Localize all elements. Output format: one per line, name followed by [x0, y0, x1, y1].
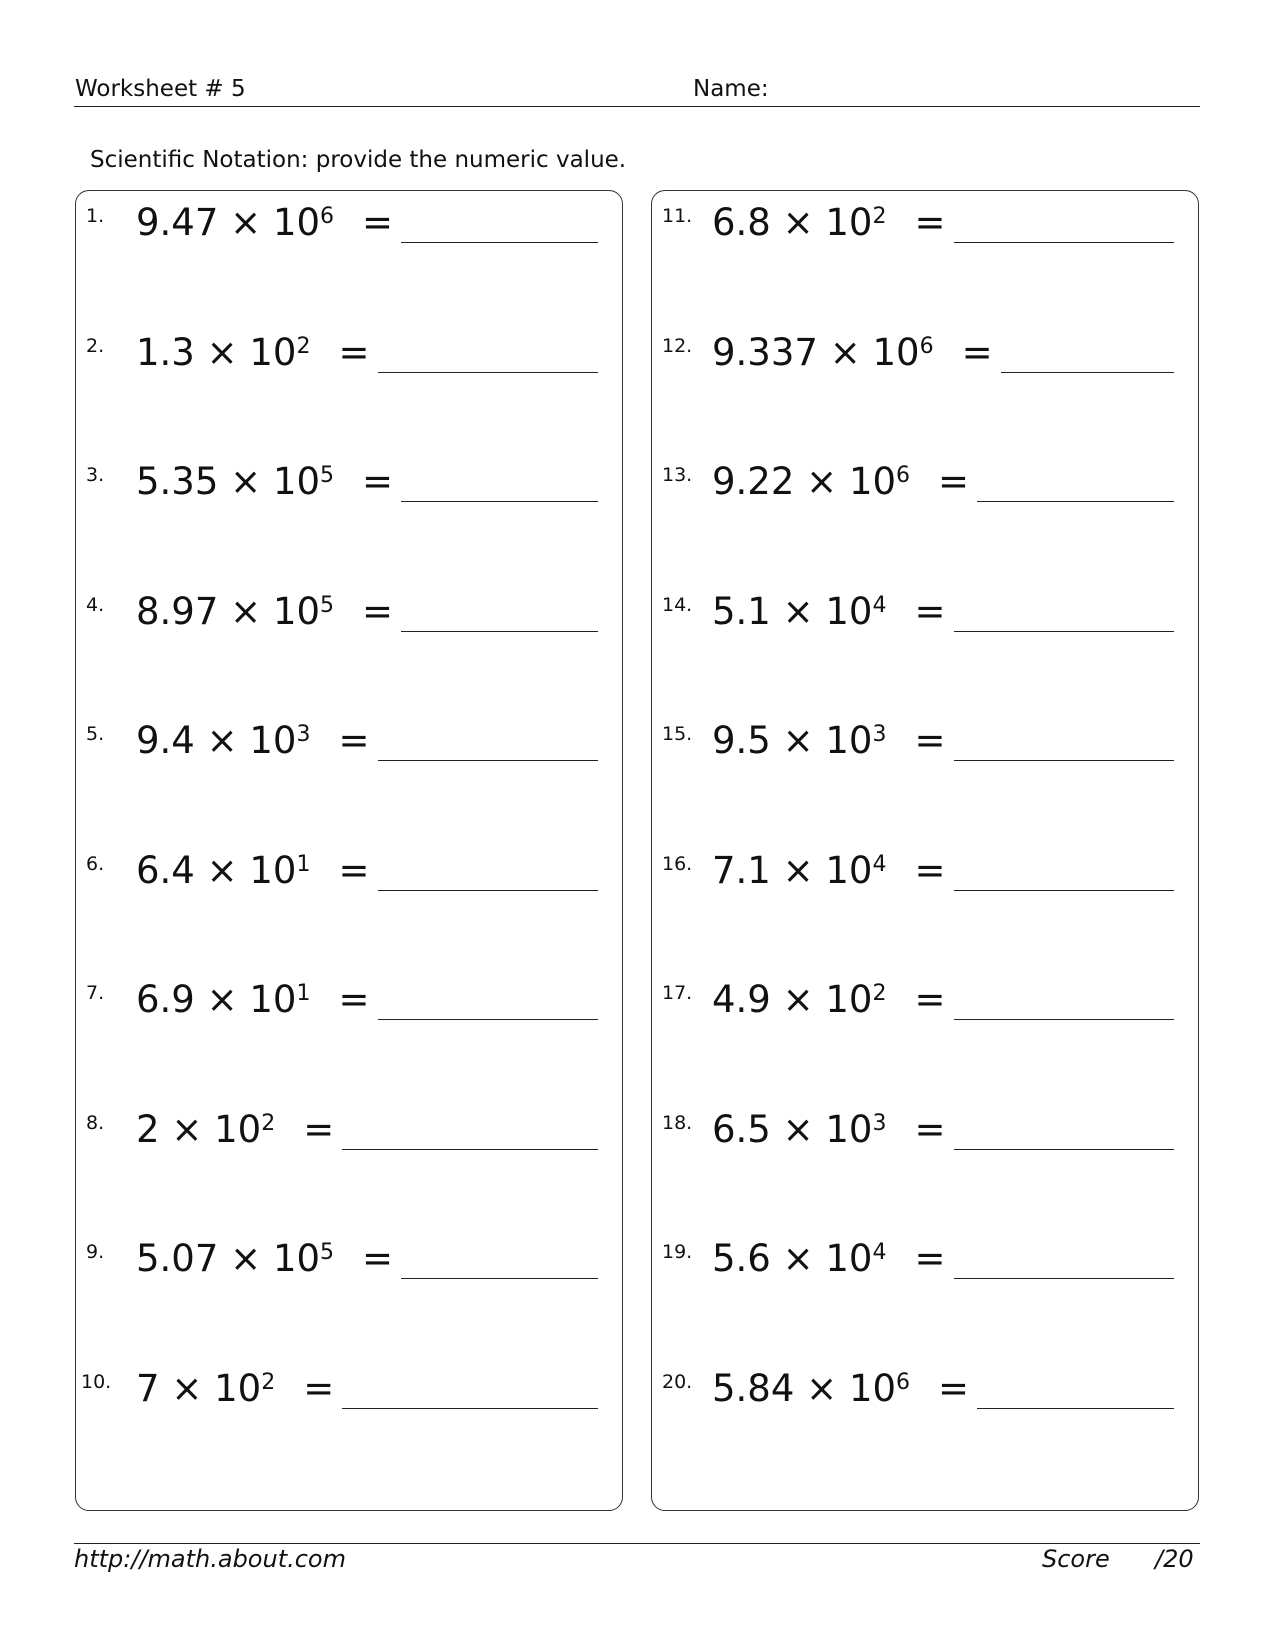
problem-expression — [136, 201, 393, 244]
times-sign: × — [782, 1107, 814, 1151]
base: 10 — [272, 201, 321, 244]
coefficient: 5.35 — [136, 460, 219, 503]
times-sign: × — [782, 848, 814, 892]
base: 10 — [825, 589, 873, 633]
score-total: /20 — [1155, 1545, 1194, 1573]
answer-blank[interactable] — [342, 1408, 598, 1409]
equals-sign: = — [938, 1366, 970, 1410]
base: 10 — [214, 1366, 262, 1410]
problem-expression — [136, 1367, 334, 1410]
equals-sign: = — [938, 460, 970, 503]
equals-sign: = — [338, 719, 370, 762]
problem-expression — [136, 590, 393, 633]
base: 10 — [249, 848, 297, 892]
answer-blank[interactable] — [378, 1019, 598, 1020]
problem-number: 11. — [662, 205, 693, 227]
exponent: 2 — [261, 1369, 276, 1395]
exponent: 1 — [296, 980, 311, 1006]
coefficient: 9.5 — [712, 719, 771, 762]
coefficient: 9.337 — [712, 330, 818, 374]
base: 10 — [214, 1107, 262, 1151]
problem-expression — [712, 849, 946, 892]
problem-expression — [136, 331, 370, 374]
problem-item — [76, 974, 622, 1034]
equals-sign: = — [914, 848, 946, 892]
problem-item — [76, 715, 622, 775]
problem-item — [652, 1104, 1198, 1164]
exponent: 2 — [261, 1110, 276, 1136]
equals-sign: = — [338, 978, 370, 1021]
coefficient: 6.8 — [712, 201, 771, 244]
times-sign: × — [230, 1237, 262, 1280]
problem-number: 4. — [86, 593, 105, 616]
equals-sign: = — [914, 589, 946, 633]
problem-item — [76, 845, 622, 905]
equals-sign: = — [914, 201, 946, 244]
coefficient: 9.22 — [712, 460, 795, 503]
problem-expression — [136, 1237, 393, 1280]
exponent: 2 — [296, 333, 311, 359]
answer-blank[interactable] — [954, 242, 1174, 243]
exponent: 5 — [320, 462, 335, 488]
answer-blank[interactable] — [977, 501, 1174, 502]
coefficient: 7.1 — [712, 848, 771, 892]
problem-expression — [712, 1237, 946, 1280]
answer-blank[interactable] — [378, 890, 598, 891]
times-sign: × — [782, 719, 814, 762]
problem-number: 6. — [86, 852, 105, 875]
problem-number: 12. — [662, 334, 693, 357]
equals-sign: = — [362, 1237, 394, 1280]
problem-item — [652, 456, 1198, 516]
problem-number: 8. — [86, 1111, 105, 1134]
exponent: 2 — [872, 203, 887, 229]
problem-box-right — [651, 190, 1199, 1511]
problem-item — [652, 586, 1198, 646]
base: 10 — [249, 330, 297, 374]
coefficient: 5.1 — [712, 589, 771, 633]
problem-expression — [712, 460, 969, 503]
problem-number: 16. — [662, 852, 693, 875]
exponent: 3 — [872, 1110, 887, 1136]
exponent: 6 — [896, 462, 911, 488]
exponent: 4 — [872, 1239, 887, 1265]
problem-number: 13. — [662, 464, 693, 486]
times-sign: × — [782, 1237, 814, 1280]
equals-sign: = — [362, 589, 394, 633]
answer-blank[interactable] — [401, 1278, 598, 1279]
exponent: 5 — [320, 592, 335, 618]
answer-blank[interactable] — [1001, 372, 1174, 373]
answer-blank[interactable] — [954, 1278, 1174, 1279]
problem-number: 19. — [662, 1241, 693, 1263]
problem-expression — [136, 719, 370, 762]
exponent: 6 — [320, 203, 335, 229]
base: 10 — [825, 1237, 873, 1280]
answer-blank[interactable] — [401, 242, 598, 243]
base: 10 — [272, 1237, 321, 1280]
problem-number: 5. — [86, 723, 105, 745]
base: 10 — [825, 978, 873, 1021]
problem-item — [76, 1233, 622, 1293]
problem-item — [76, 586, 622, 646]
answer-blank[interactable] — [954, 760, 1174, 761]
times-sign: × — [829, 330, 861, 374]
problem-item — [652, 1233, 1198, 1293]
times-sign: × — [782, 589, 814, 633]
base: 10 — [872, 330, 920, 374]
coefficient: 7 — [136, 1366, 160, 1410]
exponent: 6 — [896, 1369, 911, 1395]
problem-number: 1. — [86, 205, 105, 227]
times-sign: × — [806, 1366, 838, 1410]
base: 10 — [825, 201, 873, 244]
coefficient: 4.9 — [712, 978, 771, 1021]
answer-blank[interactable] — [977, 1408, 1174, 1409]
coefficient: 6.9 — [136, 978, 195, 1021]
times-sign: × — [230, 460, 262, 503]
coefficient: 9.4 — [136, 719, 195, 762]
equals-sign: = — [961, 330, 993, 374]
equals-sign: = — [914, 1107, 946, 1151]
coefficient: 5.84 — [712, 1366, 795, 1410]
problem-item — [76, 456, 622, 516]
times-sign: × — [782, 978, 814, 1021]
answer-blank[interactable] — [954, 1149, 1174, 1150]
problem-expression — [712, 201, 946, 244]
problem-expression — [136, 1108, 334, 1151]
instructions: Scientific Notation: provide the numeric value. — [90, 147, 627, 173]
problem-item — [652, 715, 1198, 775]
times-sign: × — [206, 848, 238, 892]
problem-item — [652, 1363, 1198, 1423]
times-sign: × — [171, 1366, 203, 1410]
problem-number: 15. — [662, 723, 693, 745]
equals-sign: = — [338, 330, 370, 374]
problem-expression — [712, 590, 946, 633]
answer-blank[interactable] — [378, 372, 598, 373]
exponent: 4 — [872, 851, 887, 877]
equals-sign: = — [914, 719, 946, 762]
coefficient: 6.5 — [712, 1107, 771, 1151]
base: 10 — [272, 460, 321, 503]
exponent: 3 — [872, 721, 887, 747]
coefficient: 5.6 — [712, 1237, 771, 1280]
equals-sign: = — [914, 978, 946, 1021]
base: 10 — [272, 589, 321, 633]
answer-blank[interactable] — [401, 501, 598, 502]
base: 10 — [249, 978, 297, 1021]
coefficient: 5.07 — [136, 1237, 219, 1280]
exponent: 6 — [919, 333, 934, 359]
problem-expression — [712, 331, 993, 374]
problem-number: 2. — [86, 334, 105, 357]
equals-sign: = — [362, 201, 394, 244]
problem-expression — [136, 460, 393, 503]
problem-expression — [712, 1367, 969, 1410]
problem-number: 14. — [662, 593, 693, 616]
base: 10 — [848, 460, 897, 503]
problem-item — [76, 1104, 622, 1164]
problem-number: 17. — [662, 982, 693, 1004]
base: 10 — [825, 719, 873, 762]
problem-expression — [136, 978, 370, 1021]
times-sign: × — [206, 330, 238, 374]
answer-blank[interactable] — [342, 1149, 598, 1150]
coefficient: 6.4 — [136, 848, 195, 892]
name-label: Name: — [693, 76, 769, 102]
problem-number: 7. — [86, 982, 105, 1004]
problem-item — [76, 327, 622, 387]
problem-expression — [136, 849, 370, 892]
exponent: 4 — [872, 592, 887, 618]
coefficient: 8.97 — [136, 589, 219, 633]
exponent: 5 — [320, 1239, 335, 1265]
exponent: 1 — [296, 851, 311, 877]
header-rule — [74, 106, 1200, 107]
answer-blank[interactable] — [954, 890, 1174, 891]
footer-url: http://math.about.com — [74, 1545, 346, 1573]
times-sign: × — [206, 978, 238, 1021]
coefficient: 9.47 — [136, 201, 219, 244]
equals-sign: = — [362, 460, 394, 503]
problem-number: 9. — [86, 1241, 105, 1263]
problem-number: 3. — [86, 464, 105, 486]
times-sign: × — [171, 1107, 203, 1151]
problem-expression — [712, 1108, 946, 1151]
times-sign: × — [206, 719, 238, 762]
problem-number: 10. — [81, 1370, 112, 1393]
equals-sign: = — [303, 1366, 335, 1410]
equals-sign: = — [338, 848, 370, 892]
problem-item — [652, 974, 1198, 1034]
times-sign: × — [230, 589, 262, 633]
problem-expression — [712, 978, 946, 1021]
problem-expression — [712, 719, 946, 762]
problem-number: 20. — [662, 1370, 693, 1393]
score-label: Score — [1042, 1545, 1110, 1573]
times-sign: × — [230, 201, 262, 244]
problem-box-left — [75, 190, 623, 1511]
equals-sign: = — [303, 1107, 335, 1151]
problem-item — [76, 1363, 622, 1423]
answer-blank[interactable] — [401, 631, 598, 632]
footer-rule — [74, 1543, 1200, 1544]
base: 10 — [825, 848, 873, 892]
times-sign: × — [806, 460, 838, 503]
exponent: 3 — [296, 721, 311, 747]
exponent: 2 — [872, 980, 887, 1006]
coefficient: 1.3 — [136, 330, 195, 374]
times-sign: × — [782, 201, 814, 244]
problem-item — [652, 845, 1198, 905]
answer-blank[interactable] — [378, 760, 598, 761]
problem-item — [76, 197, 622, 257]
problem-item — [652, 327, 1198, 387]
problem-item — [652, 197, 1198, 257]
base: 10 — [249, 719, 297, 762]
answer-blank[interactable] — [954, 1019, 1174, 1020]
base: 10 — [848, 1366, 897, 1410]
equals-sign: = — [914, 1237, 946, 1280]
worksheet-title: Worksheet # 5 — [75, 76, 246, 102]
problem-number: 18. — [662, 1111, 693, 1134]
coefficient: 2 — [136, 1107, 160, 1151]
base: 10 — [825, 1107, 873, 1151]
answer-blank[interactable] — [954, 631, 1174, 632]
